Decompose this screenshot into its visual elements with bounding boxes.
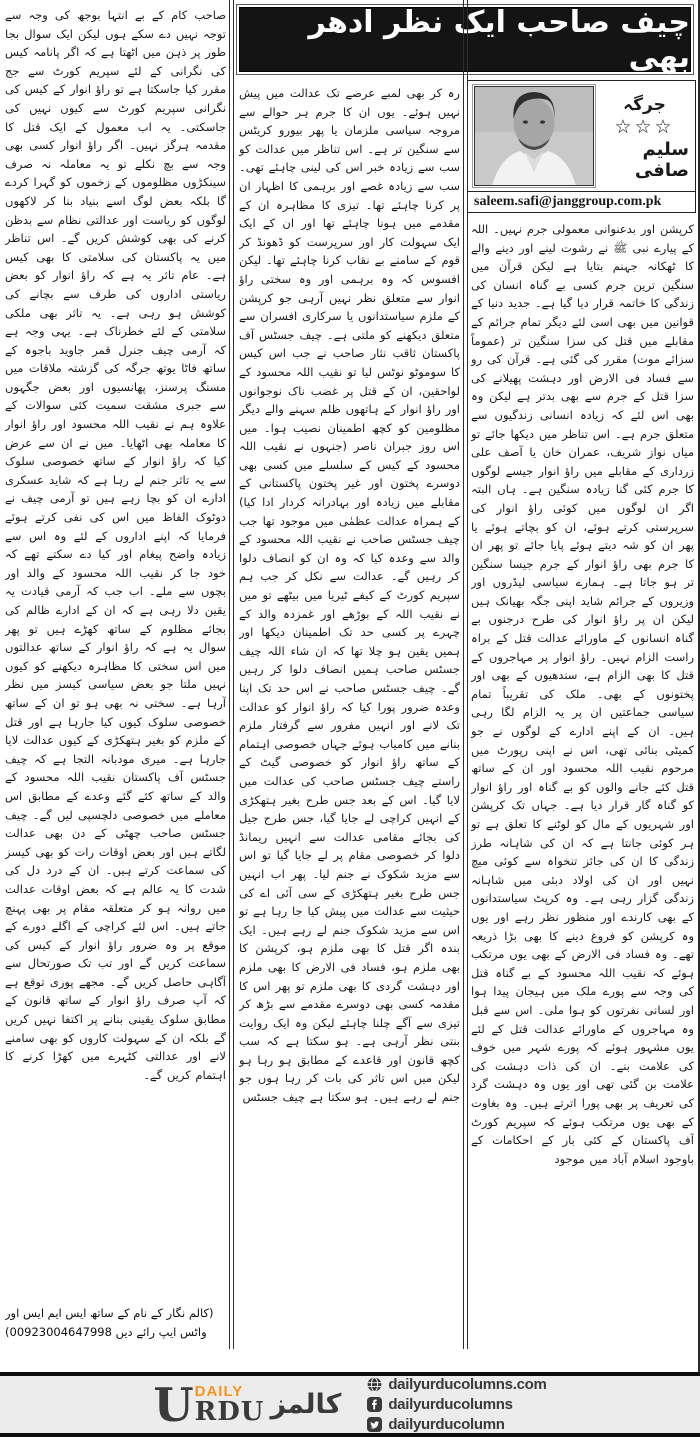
logo-urdu-calligraphy: کالمز [270, 1389, 342, 1420]
logo-stack [195, 1384, 265, 1425]
column-separator-1 [229, 0, 234, 1349]
facebook-icon [367, 1397, 382, 1412]
column-name: جرگہ [623, 95, 666, 115]
twitter-link[interactable] [367, 1416, 546, 1433]
logo-rdu-text: RDU [194, 1397, 265, 1427]
twitter-icon [367, 1417, 382, 1432]
author-box-top [468, 81, 695, 191]
facebook-label: dailyurducolumns [388, 1396, 513, 1413]
author-photo [474, 86, 594, 186]
stars-decoration: ☆☆☆ [614, 116, 675, 138]
article-column-3-text: صاحب کام کے بے انتہا بوجھ کی وجہ سے توجہ نہیں دے سکے ہوں لیکن ایک سوال بجا طور پر ذہن میں اٹھتا ہے کہ اگر پانامہ کیس کی نگرانی کے لئے سپریم کورٹ سے جج مقرر کیا جاسکتا ہے تو راؤ انوار کے کیس کی نگرانی سپریم کورٹ سے کیوں نہیں کی جاسکتی۔ یہ اب معمول کے ایک قتل کا مقدمہ ہرگز نہیں۔ اگر راؤ انوار کسی بھی وجہ سے بچ نکلے تو یہ معاملہ نہ صرف سینکڑوں مظلوموں کے زخموں کو گہرا کردے گا بلکہ بعض لوگ اسے بنیاد بنا کر لاکھوں لوگوں کو ریاست اور عدالتی نظام سے بدظن کرنے کی بھی کوشش کریں گے۔ اس تناظر میں یہ پاکستان کی سلامتی کا بھی کیس ہے۔ عام تاثر یہ ہے کہ راؤ انوار کو بعض ریاستی اداروں کی طرف سے بچانے کی کوشش ہو رہی ہے۔ یہ تاثر بھی ملکی سلامتی کے لئے خطرناک ہے۔ یہی وجہ ہے کہ آرمی چیف جنرل قمر جاوید باجوہ کے ساتھ فاٹا یوتھ جرگہ کی گزشتہ ملاقات میں مسنگ پرسنز، پھانسیوں اور بعض جگہوں سے جبری مشقت سمیت کئی سوالات کے علاوہ ہم نے نقیب اللہ محسود اور راؤ انوار کا معاملہ بھی اٹھایا۔ میں نے ان سے عرض کیا کہ راؤ انوار کے ساتھ خصوصی سلوک سے یہ تاثر جنم لے رہا ہے کہ شاید عسکری ادارے ان کو بچا رہے ہیں تو آرمی چیف نے دوٹوک الفاظ میں اس کی نفی کرتے ہوئے فرمایا کہ اپنے اداروں کے لئے وہ اس سے زیادہ واضح پیغام اور کیا دے سکتے تھے کہ خود جا کر نقیب اللہ محسود کے والد اور بچوں سے ملے۔ اب جب کہ آرمی قیادت یہ یقین دلا رہی ہے کہ ان کے ادارے ظالم کی بجائے مظلوم کے ساتھ کھڑے ہیں تو پھر سوال یہ ہے کہ راؤ انوار کے ساتھ عدالتوں میں اس سختی کا مظاہرہ دیکھنے کو کیوں نہیں ملتا جو بعض سیاسی کیسز میں نظر آرہا ہے۔ سختی نہ بھی ہو تو ان کے ساتھ خصوصی سلوک کیوں کیا جارہا ہے اور قتل کے ملزم کو بغیر ہتھکڑی کے کیوں عدالت لایا جارہا ہے۔ میری مودبانہ التجا ہے کہ چیف جسٹس آف پاکستان نقیب اللہ محسود کے والد کے ساتھ کئے گئے وعدے کے مطابق اس معاملے میں خصوصی دلچسپی لیں گے۔ چیف جسٹس صاحب چھٹی کے دن بھی عدالت لگاتے ہیں اور بعض اوقات رات کو بھی کیسز کی سماعت کرتے ہیں۔ ان کے درد دل کی شدت کا یہ عالم ہے کہ بعض اوقات عدالت میں روانہ ہو کر متعلقہ مقام پر بھی پہنچ جاتے ہیں۔ اس لئے کراچی کے اگلے دورے کے موقع پر وہ ضرور راؤ انوار کے کیس کی سماعت کریں گے اور تب تک صورتحال سے آگاہی حاصل کریں گے۔ مجھے پوری توقع ہے کہ آپ صرف راؤ انوار کے ساتھ قانون کے مطابق سلوک یقینی بنانے پر اکتفا نہیں کریں گے بلکہ ان کے سہولت کاروں کو بھی سامنے لانے اور عدالتی کٹہرے میں کھڑا کرنے کا اہتمام کریں گے۔ [5, 8, 226, 1082]
sms-feedback-note: (کالم نگار کے نام کے ساتھ ایس ایم ایس اور واٹس ایپ رائے دیں 00923004647998) [5, 1306, 214, 1339]
author-box [467, 80, 696, 213]
logo-daily-text: DAILY [194, 1383, 244, 1400]
globe-icon [367, 1377, 382, 1392]
logo-letter-u: U [153, 1377, 194, 1432]
website-label: dailyurducolumns.com [388, 1376, 547, 1393]
author-email: saleem.safi@janggroup.com.pk [468, 191, 695, 212]
website-link[interactable] [367, 1376, 546, 1393]
footer-band [0, 1376, 700, 1433]
article-column-1: کرپشن اور بدعنوانی معمولی جرم نہیں۔ اللہ کے پیارے نبی ﷺ نے رشوت لینے اور دینے والے کا ٹھکانہ جہنم بتایا ہے لیکن قرآن میں سنگین ترین جرم کسی بے گناہ انسان کی زندگی کا خاتمہ قرار دیا گیا ہے۔ جدید دنیا کے قوانین میں بھی اسی لئے دیگر تمام جرائم کے مقابلے میں قتل کی سزا سنگین تر (عموماً سزائے موت) مقرر کی گئی ہے۔ قرآن کی رو سے فساد فی الارض اور دہشت پھیلانے کی سزا قتل کے جرم سے بھی بدتر ہے لیکن وہ بھی اس لئے کہ زیادہ انسانی زندگیوں سے متعلق جرم ہے۔ اس تناظر میں دیکھا جائے تو میاں نواز شریف، عمران خان یا آصف علی زرداری کے مقابلے میں راؤ انوار جیسے لوگوں کا جرم کئی گنا زیادہ سنگین ہے۔ ہاں البتہ اگر ان لوگوں میں کوئی راؤ انوار کی سرپرستی کرتے ہوئے، ان کو بچاتے ہوئے یا پھر ان کو شہ دیتے ہوئے پایا جائے تو پھر ان کا جرم بھی راؤ انوار کے جرم جیسا سنگین تر ہو جاتا ہے۔ ہمارے سیاسی لیڈروں اور وزیروں کے جرائم شاید اپنی جگہ بھیانک ہیں لیکن ان پر راؤ انوار کی طرح درجنوں بے گناہ انسانوں کے ماورائے عدالت قتل کے براہ راست الزام نہیں۔ راؤ انوار پر مہاجروں کے قتل کا بھی الزام ہے، سندھیوں کے بھی اور پختونوں کے بھی۔ ملک کی تقریباً تمام سیاسی جماعتیں ان پر یہ الزام لگا رہی ہیں۔ ان کے اپنے ادارے کے لوگوں نے جو کمیٹی بنائی تھی، اس نے اپنی رپورٹ میں مرحوم نقیب اللہ محسود اور ان کے ساتھ قتل کئے جانے والوں کو بے گناہ اور راؤ انوار کو گناہ گار قرار دیا ہے۔ جہاں تک کرپشن اور شہریوں کے مال کو لوٹنے کا تعلق ہے تو ہر کوئی جانتا ہے کہ ان کی شاہانہ طرز زندگی کا ان کی جائز تنخواہ سے کوئی میچ نہیں اور ان کی اولاد دبئی میں شاہانہ زندگی گزار رہی ہے۔ وہ کرپٹ سیاستدانوں کے بھی کارندے اور منظور نظر رہے اور یوں وہ کرپشن کو فروغ دینے کا بھی بڑا ذریعہ تھے۔ وہ فساد فی الارض کے بھی یوں مرتکب ہوئے کہ نقیب اللہ محسود کے بے گناہ قتل کی وجہ سے پورے ملک میں ہیجان پیدا ہوا اور لسانی نفرتوں کو ہوا ملی۔ اس سے قبل وہ مہاجروں کے ماورائے عدالت قتل کے لئے یوں مشہور ہوئے کہ پورے شہر میں خوف کی علامت بنے۔ ان کی ذات دہشت کی علامت بن گئی تھی اور یوں وہ دہشت گرد کی تعریف پر بھی پورا اترتے ہیں۔ وہ بغاوت کے بھی یوں مرتکب ہوئے کہ سپریم کورٹ آف پاکستان کے کئی بار کے احکامات کے باوجود اسلام آباد میں موجود [471, 222, 694, 1166]
facebook-link[interactable] [367, 1396, 546, 1413]
author-meta [600, 86, 689, 189]
daily-urdu-logo [153, 1377, 342, 1432]
article-column-2: رہ کر بھی لمبے عرصے تک عدالت میں پیش نہیں ہوئے۔ یوں ان کا جرم ہر حوالے سے مروجہ سیاسی ملزمان یا پھر بیورو کریٹس سے سنگین تر ہے۔ اس تناظر میں عدالت کو سب سے زیادہ خبر اس کی لینی چاہئے تھی۔ سب سے زیادہ غصے اور برہمی کا اظہار ان پر کرنا چاہئے تھا۔ تیزی کا مظاہرہ ان کے مقدمے میں ہونا چاہئے تھا اور ان کے ایک ایک سہولت کار اور سرپرست کو ڈھونڈ کر قوم کے سامنے بے نقاب کرنا چاہئے تھا۔ لیکن افسوس کہ وہ برہمی اور وہ سختی راؤ انوار سے متعلق نظر نہیں آرہی جو کرپشن کے ملزم سیاستدانوں یا سرکاری افسران سے متعلق دیکھنے کو ملتی ہے۔ چیف جسٹس آف پاکستان ثاقب نثار صاحب نے جب اس کیس کا سوموٹو نوٹس لیا تو نقیب اللہ محسود کے لواحقین، ان کے قتل پر غضب ناک نوجوانوں اور راؤ انوار کے ہاتھوں ظلم سہنے والے دیگر مظلومین کو کچھ اطمینان نصیب ہوا۔ میں اس روز جبران ناصر (جنہوں نے نقیب اللہ محسود کے کیس کے سلسلے میں کسی بھی دوسرے پختون اور غیر پختون پاکستانی کے مقابلے میں زیادہ اور بہادرانہ کردار ادا کیا) کے ہمراہ عدالت عظمٰی میں موجود تھا جب چیف جسٹس صاحب نے نقیب اللہ محسود کے والد سے وعدہ کیا کہ وہ ان کو انصاف دلوا کر رہیں گے۔ عدالت سے نکل کر جب ہم سپریم کورٹ کے کیفے ٹیریا میں بیٹھے تو میں نے نقیب اللہ کے بوڑھے اور غمزدہ والد کے چہرے پر کسی حد تک اطمینان دیکھا اور ہمیں یقین ہو چلا تھا کہ ان شاء اللہ چیف جسٹس صاحب ہمیں انصاف دلوا کر رہیں گے۔ چیف جسٹس صاحب نے اس حد تک اپنا وعدہ ضرور پورا کیا کہ راؤ انوار کو عدالت تک لانے اور انہیں مفرور سے گرفتار ملزم بنانے میں کامیاب ہوئے جہاں خصوصی اہتمام کے ساتھ راؤ انوار کو خصوصی گیٹ کے راستے چیف جسٹس صاحب کی عدالت میں لایا گیا۔ اس کے بعد جس طرح بغیر ہتھکڑی کے انہیں کراچی لے جایا گیا، جس طرح جیل کی بجائے مقامی عدالت سے انہیں ریمانڈ دلوا کر خصوصی مقام پر لے جایا گیا تو اس سے مزید شکوک نے جنم لیا۔ پھر اب انہیں جس طرح بغیر ہتھکڑی کے سی آئی اے کی حیثیت سے عدالت میں پیش کیا جا رہا ہے تو اس سے مزید شکوک جنم لے رہے ہیں۔ ایک بندہ اگر قتل کا بھی ملزم ہو، کرپشن کا بھی ملزم ہو، فساد فی الارض کا بھی ملزم اور دہشت گردی کا بھی ملزم تو پھر اس کا مقدمہ کسی بھی دوسرے مقدمے سے بڑھ کر تیزی سے آگے چلنا چاہئے لیکن وہ ایک روایت بنتی نظر آرہی ہے۔ ہو سکتا ہے کہ سب کچھ قانون اور قاعدے کے مطابق ہو رہا ہو لیکن میں اس تاثر کی بات کر رہا ہوں جو جنم لے رہے ہیں۔ ہو سکتا ہے چیف جسٹس [239, 86, 460, 1105]
author-name: سلیم صافی [634, 139, 689, 181]
footer-bottom-rule [0, 1433, 700, 1437]
page-title: چیف صاحب ایک نظر ادھر بھی [308, 4, 690, 75]
article-column-3 [5, 6, 226, 1342]
portrait-illustration [475, 87, 593, 185]
twitter-label: dailyurducolumn [388, 1416, 505, 1433]
column-separator-2 [463, 0, 468, 1349]
social-links [367, 1376, 546, 1433]
